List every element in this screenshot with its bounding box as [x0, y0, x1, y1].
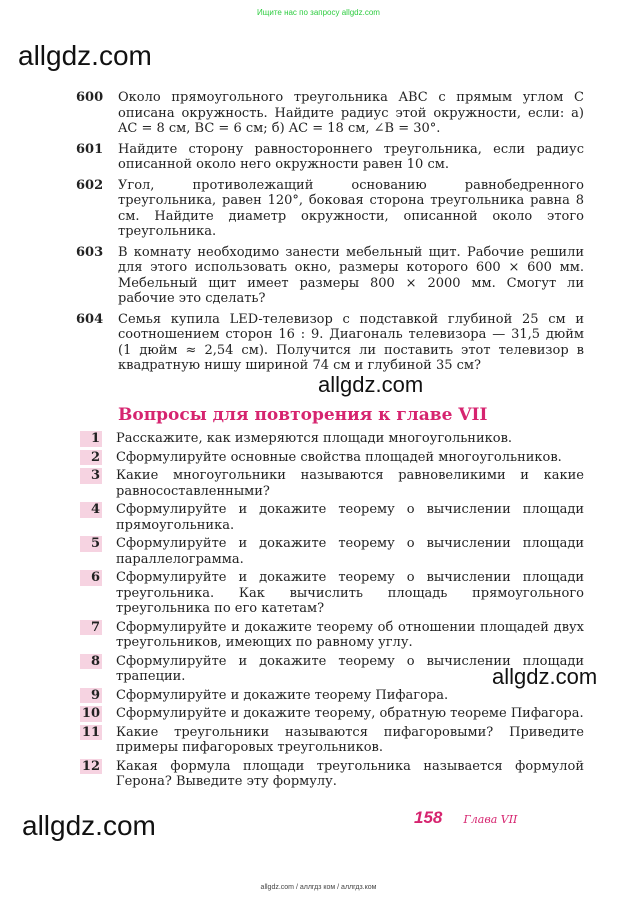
question-number: 6: [80, 570, 102, 586]
problem-text: Найдите сторону равностороннего треугольника, если радиус описанной около него окружности равен 10 см.: [118, 141, 584, 172]
question-number: 8: [80, 654, 102, 670]
problem-item: [76, 90, 584, 137]
question-text: Сформулируйте и докажите теорему о вычислении площади треугольника. Как вычислить площадь прямоугольного треугольника по его катетам?: [116, 570, 584, 616]
question-item: [80, 536, 584, 567]
question-item: [80, 450, 584, 466]
problem-number: 604: [76, 311, 104, 327]
page-footer: [414, 808, 517, 828]
question-text: Какие многоугольники называются равновеликими и какие равносоставленными?: [116, 468, 584, 499]
problem-number: 601: [76, 141, 104, 157]
question-text: Сформулируйте и докажите теорему о вычислении площади параллелограмма.: [116, 536, 584, 567]
question-number: 4: [80, 502, 102, 518]
question-item: [80, 654, 584, 685]
problem-item: [76, 312, 584, 374]
question-number: 2: [80, 450, 102, 466]
question-item: [80, 570, 584, 617]
chapter-label: Глава VII: [463, 813, 518, 826]
question-number: 12: [81, 758, 100, 774]
question-number: 3: [80, 468, 102, 484]
problem-list: [76, 90, 584, 379]
question-text: Сформулируйте и докажите теорему о вычислении площади трапеции.: [116, 653, 584, 684]
problem-text: Угол, противолежащий основанию равнобедренного треугольника, равен 120°, боковая сторона треугольника равна 8 см. Найдите диаметр окружности, описанной около этого треугольника.: [118, 177, 584, 239]
top-search-text: Ищите нас по запросу allgdz.com: [257, 8, 380, 17]
question-text: Сформулируйте и докажите теорему, обратную теореме Пифагора.: [116, 706, 584, 721]
question-number: 7: [80, 620, 102, 636]
problem-text: Семья купила LED-телевизор с подставкой глубиной 25 см и соотношением сторон 16 : 9. Диагональ телевизора — 31,5 дюйм (1 дюйм ≈ 2,54 см). Получится ли поставить этот телевизор в квадратную нишу шириной 74 см и глубиной 35 см?: [118, 311, 584, 373]
question-item: [80, 431, 584, 447]
problem-item: [76, 245, 584, 307]
bottom-links: allgdz.com / аллгдз ком / аллгдз.ком: [260, 884, 377, 891]
problem-text: Около прямоугольного треугольника ABC с прямым углом C описана окружность. Найдите радиус этой окружности, если: а) AC = 8 см, BC = 6 см; б) AC = 18 см, ∠B = 30°.: [118, 90, 584, 136]
page-number: 158: [414, 808, 443, 827]
question-item: [80, 468, 584, 499]
watermark: allgdz.com: [18, 40, 152, 71]
question-item: [80, 620, 584, 651]
question-text: Расскажите, как измеряются площади многоугольников.: [116, 431, 513, 446]
question-item: [80, 502, 584, 533]
question-number: 5: [80, 536, 102, 552]
question-text: Сформулируйте и докажите теорему Пифагора.: [116, 687, 449, 703]
question-item: [80, 725, 584, 756]
section-title: Вопросы для повторения к главе VII: [118, 405, 488, 425]
problem-number: 600: [76, 90, 104, 105]
question-item: [80, 759, 584, 790]
problem-text: В комнату необходимо занести мебельный щит. Рабочие решили для этого использовать окно, размеры которого 600 × 600 мм. Мебельный щит имеет размеры 800 × 2000 мм. Смогут ли рабочие это сделать?: [118, 244, 584, 306]
watermark: allgdz.com: [318, 372, 424, 397]
question-text: Сформулируйте основные свойства площадей многоугольников.: [116, 449, 562, 465]
question-list: [80, 431, 584, 793]
question-text: Какие треугольники называются пифагоровыми? Приведите примеры пифагоровых треугольников.: [116, 724, 584, 755]
question-text: Какая формула площади треугольника называется формулой Герона? Выведите эту формулу.: [116, 758, 584, 789]
question-item: [80, 688, 584, 704]
problem-number: 603: [76, 244, 104, 260]
problem-item: [76, 178, 584, 240]
question-number: 11: [81, 724, 100, 740]
question-text: Сформулируйте и докажите теорему об отношении площадей двух треугольников, имеющих по равному углу.: [116, 619, 584, 650]
problem-item: [76, 142, 584, 173]
question-item: [80, 706, 584, 722]
watermark: allgdz.com: [22, 810, 156, 841]
watermark: allgdz.com: [492, 664, 598, 689]
question-number: 9: [80, 688, 102, 704]
question-number: 1: [80, 431, 102, 447]
question-text: Сформулируйте и докажите теорему о вычислении площади прямоугольника.: [116, 502, 584, 533]
question-number: 10: [81, 706, 100, 721]
problem-number: 602: [76, 177, 104, 193]
